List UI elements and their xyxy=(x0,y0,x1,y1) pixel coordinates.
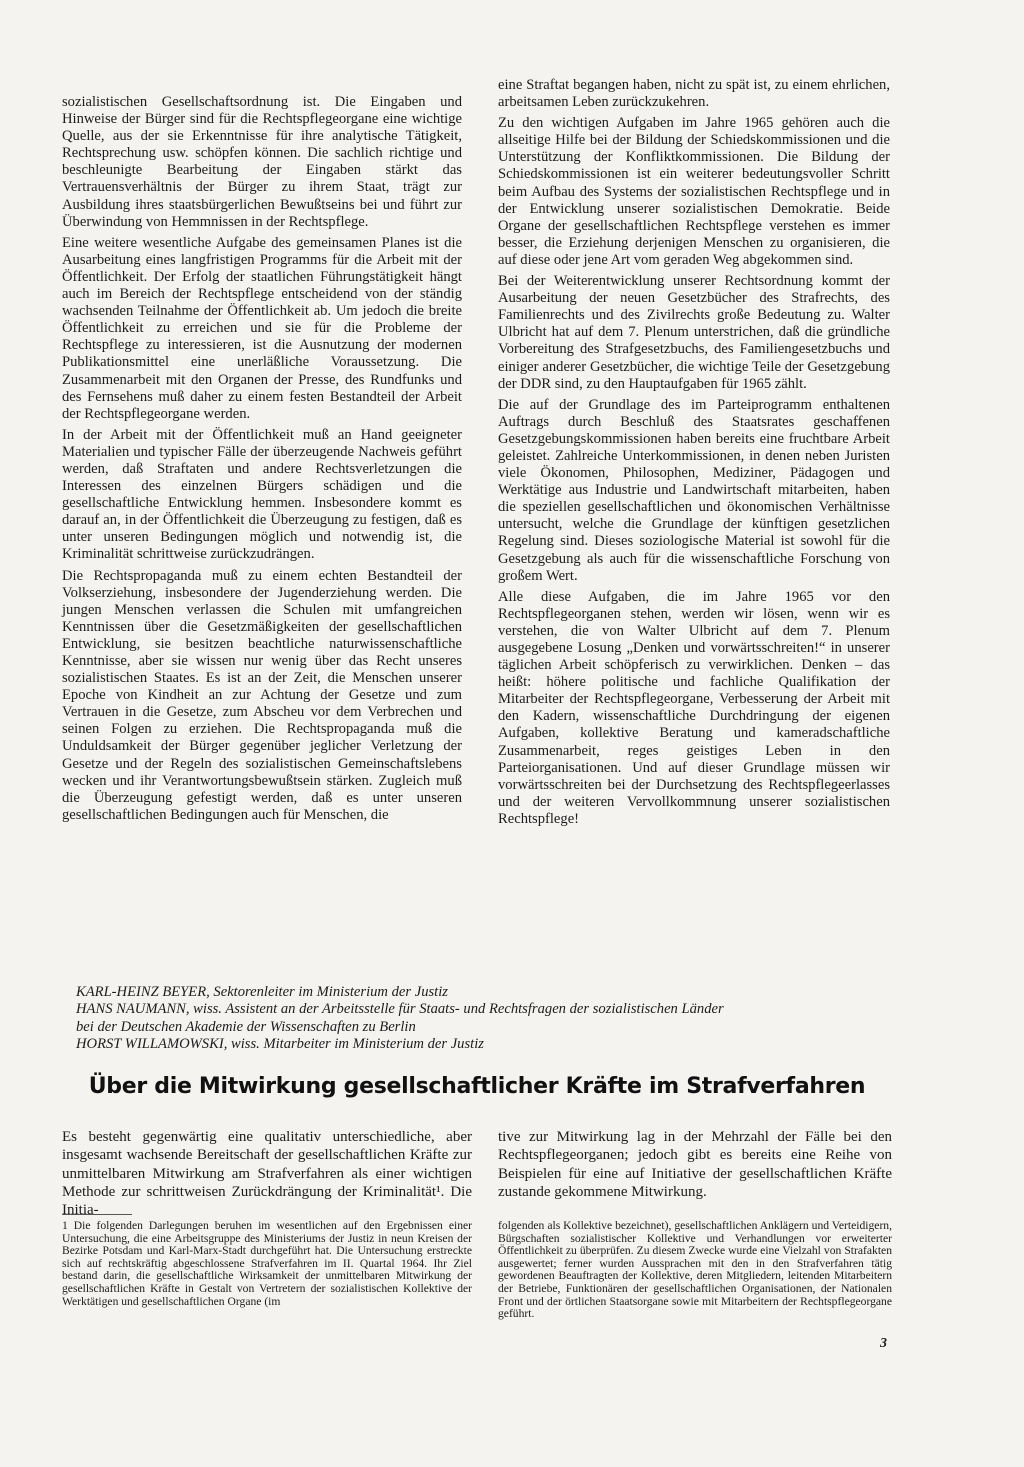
paragraph: Die auf der Grundlage des im Parteiprogramm enthaltenen Auftrags durch Beschluß des Staatsrates geschaffenen Gesetzgebungskommissionen haben bereits eine fruchtbare Arbeit geleistet. Zahlreiche Unterkommissionen, in denen neben Juristen viele Ökonomen, Philosophen, Mediziner, Pädagogen und Werktätige aus Industrie und Landwirtschaft mitarbeiten, haben die speziellen gesellschaftlichen und ökonomischen Verhältnisse untersucht, welche die Grundlage der künftigen gesetzlichen Regelung sind. Dieses soziologische Material ist sowohl für die Gesetzgebung als auch für die wissenschaftliche Forschung von großem Wert. xyxy=(498,396,890,584)
article-column-left xyxy=(62,1128,472,1223)
page-number: 3 xyxy=(880,1336,887,1351)
paragraph: Eine weitere wesentliche Aufgabe des gemeinsamen Planes ist die Ausarbeitung eines langfristigen Programms für die Arbeit mit der Öffentlichkeit. Der Erfolg der staatlichen Führungstätigkeit hängt auch im Bereich der Rechtspflege entscheidend von der ständig wachsenden Teilnahme der Öffentlichkeit ab. Um jedoch die breite Öffentlichkeit zu erreichen und sie für die Probleme der Rechtspflege zu interessieren, ist die Ausnutzung der modernen Publikationsmittel eine unerläßliche Voraussetzung. Die Zusammenarbeit mit den Organen der Presse, des Rundfunks und des Fernsehens muß daher zu einem festen Bestandteil der Arbeit der Rechtspflegeorgane werden. xyxy=(62,234,462,422)
paragraph: sozialistischen Gesellschaftsordnung ist. Die Eingaben und Hinweise der Bürger sind für die Rechtspflegeorgane eine wichtige Quelle, aus der sie Erkenntnisse für ihre analytische Tätigkeit, Rechtsprechung usw. schöpfen können. Die sachlich richtige und beschleunigte Bearbeitung der Eingaben stärkt das Vertrauensverhältnis der Bürger zu ihrem Staat, trägt zur Ausbildung ihres staatsbürgerlichen Bewußtseins bei und führt zur Überwindung von Hemmnissen in der Rechtspflege. xyxy=(62,94,462,230)
paragraph: Die Rechtspropaganda muß zu einem echten Bestandteil der Volkserziehung, insbesondere der Jugenderziehung werden. Die jungen Menschen verlassen die Schulen mit umfangreichen Kenntnissen über die Gesetzmäßigkeiten der gesellschaftlichen Entwicklung, sie besitzen beachtliche naturwissenschaftliche Kenntnisse, aber sie wissen nur wenig über das Recht unseres sozialistischen Staates. Es ist an der Zeit, die Menschen unserer Epoche von Kindheit an zur Achtung der Gesetze und zum Vertrauen in die Gesetze, zum Abscheu vor dem Verbrechen und seinen Folgen zu erziehen. Die Rechtspropaganda muß die Unduldsamkeit der Bürger gegenüber jeglicher Verletzung der Gesetze und der Regeln des sozialistischen Gemeinschaftslebens wecken und ihr Verantwortungsbewußtsein stärken. Zugleich muß die Überzeugung gefestigt werden, daß es unter unseren gesellschaftlichen Bedingungen auch für Menschen, die xyxy=(62,567,462,823)
author-line: bei der Deutschen Akademie der Wissenschaften zu Berlin xyxy=(76,1018,416,1035)
footnote-right: folgenden als Kollektive bezeichnet), gesellschaftlichen Anklägern und Verteidigern, Bürgschaften sozialistischer Kollektive und Verhandlungen vor erweiterter Öffentlichkeit zu überprüfen. Zu diesem Zwecke wurde eine Vielzahl von Strafakten ausgewertet; ferner wurden Aussprachen mit den in den Strafverfahren tätig gewordenen Beauftragten der Kollektive, deren Mitgliedern, leitenden Mitarbeitern der Betriebe, Funktionären der gesellschaftlichen Organisationen, der Nationalen Front und der örtlichen Staatsorgane sowie mit Mitarbeitern der Rechtspflegeorgane geführt. xyxy=(498,1219,892,1321)
paragraph: Zu den wichtigen Aufgaben im Jahre 1965 gehören auch die allseitige Hilfe bei der Bildung der Schiedskommissionen und die Unterstützung der Konfliktkommissionen. Die Bildung der Schiedskommissionen ist ein weiterer bedeutungsvoller Schritt beim Aufbau des Systems der sozialistischen Rechtspflege und in der Entwicklung unserer sozialistischen Demokratie. Beide Organe der gesellschaftlichen Rechtspflege verstehen es immer besser, die Erziehung derjenigen Menschen zu organisieren, die auf diese oder jene Art vom geraden Weg abgekommen sind. xyxy=(498,115,890,268)
column-left xyxy=(62,94,462,828)
article-headline: Über die Mitwirkung gesellschaftlicher Kräfte im Strafverfahren xyxy=(88,1074,866,1099)
author-line: KARL-HEINZ BEYER, Sektorenleiter im Ministerium der Justiz xyxy=(76,984,448,1000)
author-line: HANS NAUMANN, wiss. Assistent an der Arbeitsstelle für Staats- und Rechtsfragen der sozialistischen Länder xyxy=(76,1001,724,1018)
paragraph: eine Straftat begangen haben, nicht zu spät ist, zu einem ehrlichen, arbeitsamen Leben zurückzukehren. xyxy=(498,77,890,111)
paragraph: tive zur Mitwirkung lag in der Mehrzahl der Fälle bei den Rechtspflegeorganen; jedoch gibt es bereits eine Reihe von Beispielen für eine auf Initiative der gesellschaftlichen Kräfte zustande gekommene Mitwirkung. xyxy=(498,1129,892,1200)
author-block xyxy=(76,984,916,1054)
article-column-right xyxy=(498,1128,892,1205)
author-line: HORST WILLAMOWSKI, wiss. Mitarbeiter im Ministerium der Justiz xyxy=(76,1036,484,1053)
footnote-divider xyxy=(62,1214,132,1215)
paragraph: In der Arbeit mit der Öffentlichkeit muß an Hand geeigneter Materialien und typischer Fälle der überzeugende Nachweis geführt werden, daß Straftaten und andere Rechtsverletzungen die Interessen des einzelnen Bürgers schädigen und die gesellschaftliche Entwicklung hemmen. Insbesondere kommt es darauf an, in der Öffentlichkeit die Überzeugung zu festigen, daß es unter unseren Bedingungen möglich und notwendig ist, die Kriminalität schrittweise zurückzudrängen. xyxy=(62,426,462,563)
column-right xyxy=(498,77,890,832)
paragraph: Bei der Weiterentwicklung unserer Rechtsordnung kommt der Ausarbeitung der neuen Gesetzbücher des Strafrechts, des Familienrechts und des Zivilrechts große Bedeutung zu. Walter Ulbricht hat auf dem 7. Plenum unterstrichen, daß die gründliche Vorbereitung des Strafgesetzbuchs, des Familiengesetzbuchs und einiger anderer Gesetzbücher, die wichtige Teile der Gesetzgebung der DDR sind, zu den Hauptaufgaben für 1965 zählt. xyxy=(498,273,890,392)
paragraph: Alle diese Aufgaben, die im Jahre 1965 vor den Rechtspflegeorganen stehen, werden wir lösen, wenn wir es verstehen, die von Walter Ulbricht auf dem 7. Plenum ausgegebene Losung „Denken und vorwärtsschreiten!“ in unserer täglichen Arbeit schöpferisch zu verwirklichen. Denken – das heißt: höhere politische und fachliche Qualifikation der Mitarbeiter der Rechtspflegeorgane, Verbesserung der Arbeit mit den Kadern, wissenschaftliche Durchdringung der eigenen Aufgaben, kollektive Beratung und kameradschaftliche Zusammenarbeit, reges geistiges Leben in den Parteiorganisationen. Und auf dieser Grundlage müssen wir vorwärtsschreiten bei der Durchsetzung des Rechtspflegeerlasses und der weiteren Vervollkommnung unserer sozialistischen Rechtspflege! xyxy=(498,588,890,827)
footnote-left: 1 Die folgenden Darlegungen beruhen im wesentlichen auf den Ergebnissen einer Untersuchung, die eine Arbeitsgruppe des Ministeriums der Justiz in neun Kreisen der Bezirke Potsdam und Karl-Marx-Stadt durchgeführt hat. Die Untersuchung erstreckte sich auf rechtskräftig abgeschlossene Strafverfahren im II. Quartal 1964. Ihr Ziel bestand darin, die gesellschaftliche Wirksamkeit der unmittelbaren Mitwirkung der gesellschaftlichen Kräfte in Gestalt von Vertretern der sozialistischen Kollektive der Werktätigen und gesellschaftlichen Organe (im xyxy=(62,1219,472,1308)
paragraph: Es besteht gegenwärtig eine qualitativ unterschiedliche, aber insgesamt wachsende Bereitschaft der gesellschaftlichen Kräfte zur unmittelbaren Mitwirkung am Strafverfahren als einer wichtigen Methode zur schrittweisen Zurückdrängung der Kriminalität¹. Die Initia- xyxy=(62,1129,472,1219)
